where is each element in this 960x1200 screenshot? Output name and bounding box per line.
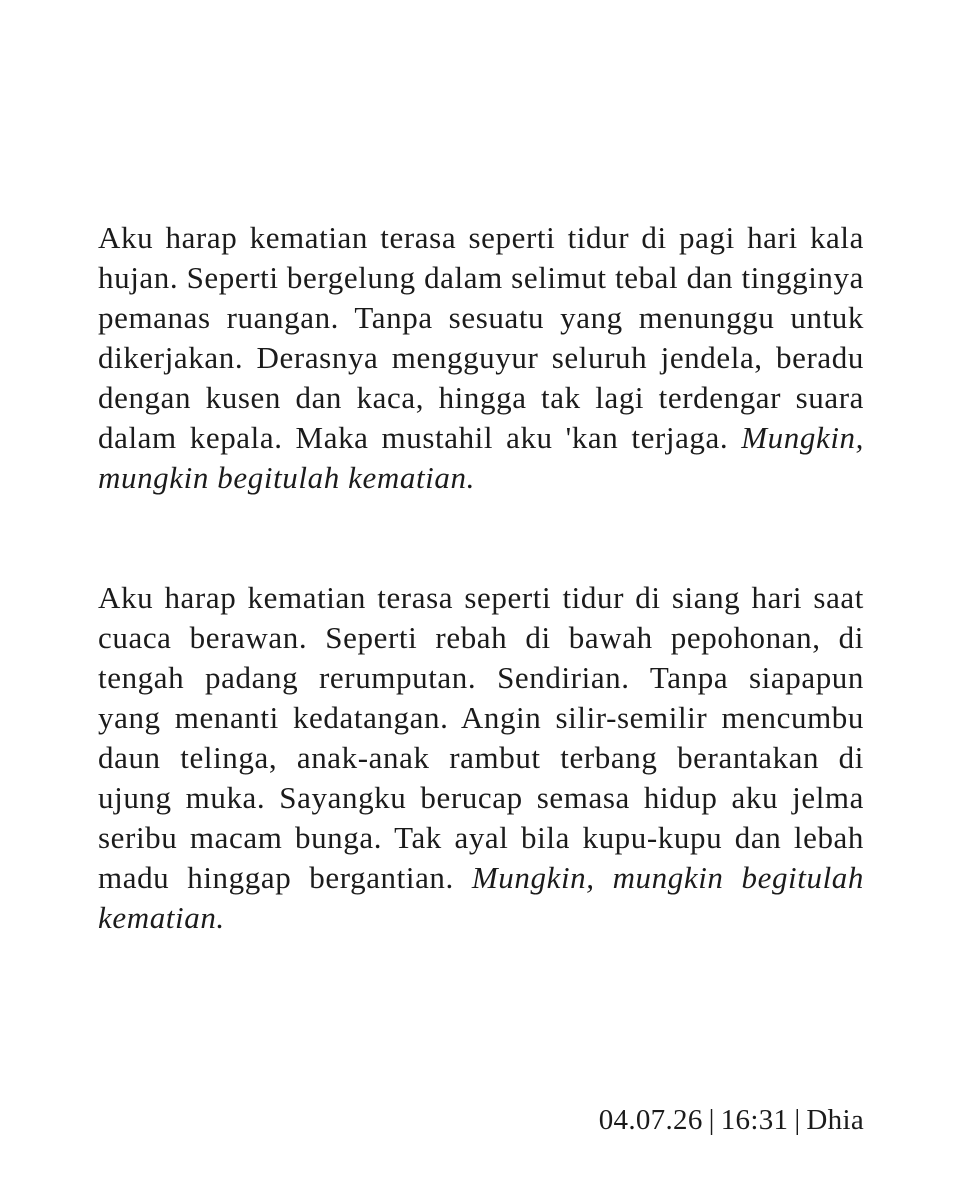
footer-separator: | <box>794 1104 801 1136</box>
paragraph-1-closing-italic: Mungkin, mungkin begitulah kematian. <box>98 420 864 495</box>
footer-time: 16:31 <box>720 1104 789 1136</box>
paragraph-2-text: Aku harap kematian terasa seperti tidur di siang hari saat cuaca berawan. Seperti rebah di bawah pepohonan, di tengah padang rerumputan. Sendirian. Tanpa siapapun yang menanti kedatangan. Angin silir-semilir mencumbu daun telinga, anak-anak rambut terbang berantakan di ujung muka. Sayangku berucap semasa hidup aku jelma seribu macam bunga. Tak ayal bila kupu-kupu dan lebah madu hinggap bergantian. <box>98 580 864 895</box>
paragraph-1 <box>98 218 864 498</box>
footer-author: Dhia <box>806 1104 864 1136</box>
paragraph-2-closing-italic: Mungkin, mungkin begitulah kematian. <box>98 860 864 935</box>
signature-footer <box>599 1100 864 1140</box>
paragraph-2 <box>98 578 864 938</box>
footer-separator: | <box>708 1104 715 1136</box>
paragraph-1-text: Aku harap kematian terasa seperti tidur di pagi hari kala hujan. Seperti bergelung dalam selimut tebal dan tingginya pemanas ruangan. Tanpa sesuatu yang menunggu untuk dikerjakan. Derasnya mengguyur seluruh jendela, beradu dengan kusen dan kaca, hingga tak lagi terdengar suara dalam kepala. Maka mustahil aku 'kan terjaga. <box>98 220 864 455</box>
footer-date: 04.07.26 <box>598 1104 703 1136</box>
